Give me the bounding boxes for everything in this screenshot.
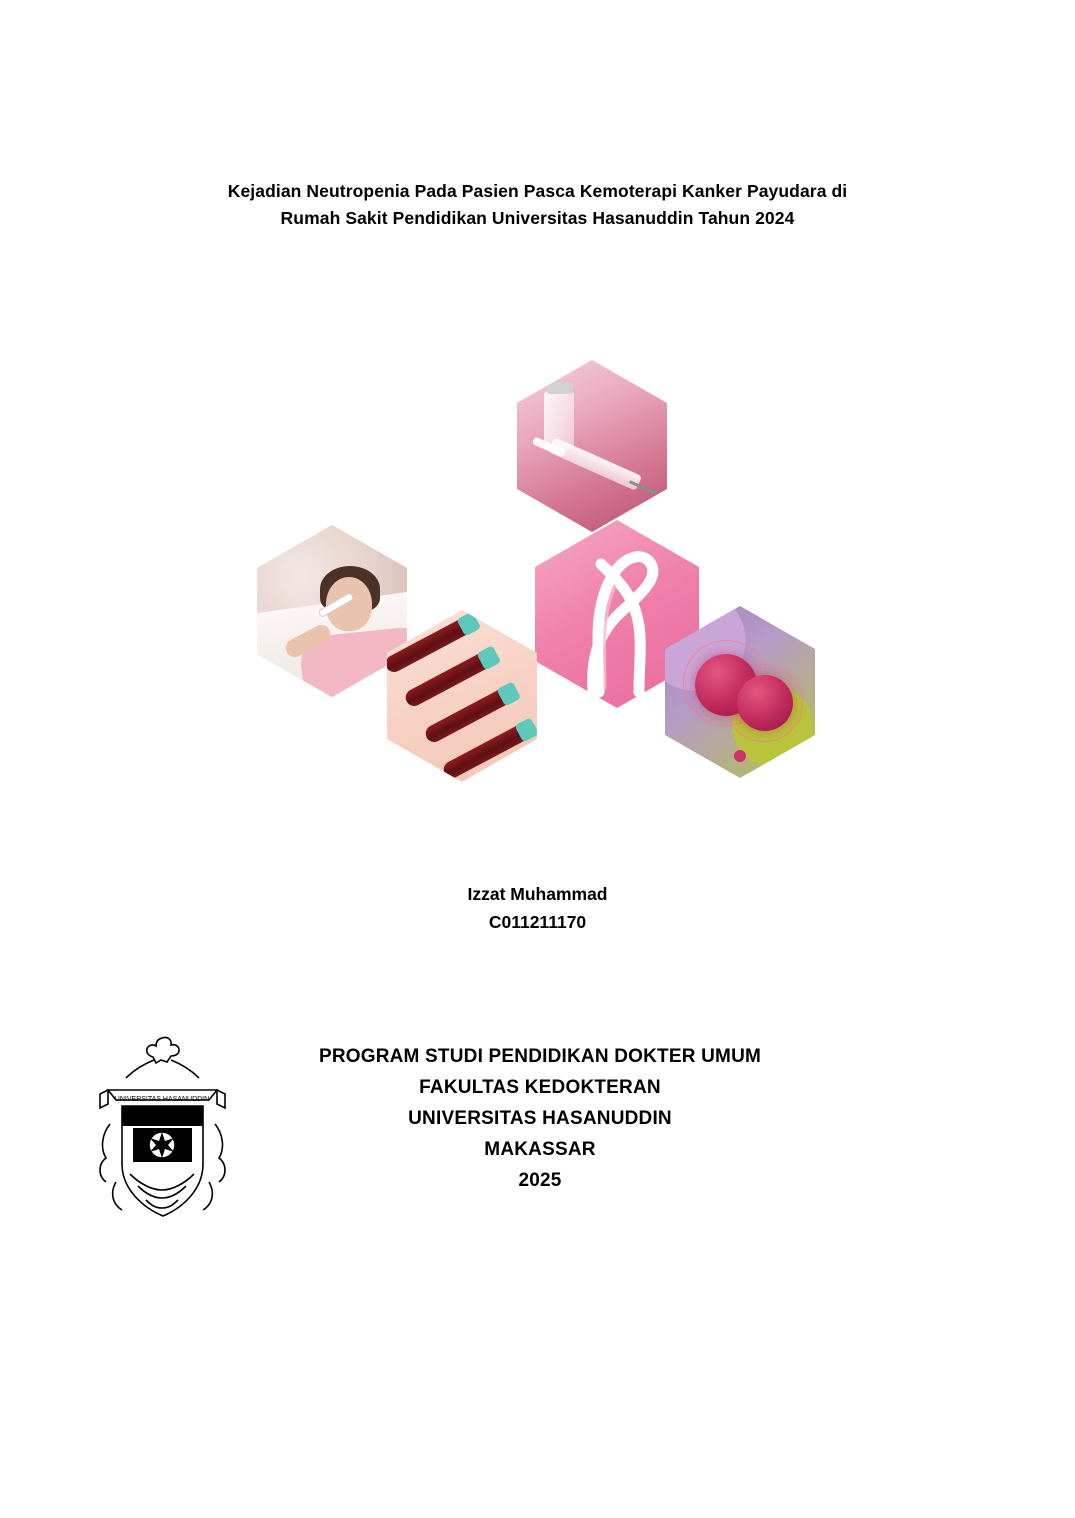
institution-line-2: FAKULTAS KEDOKTERAN [419, 1076, 661, 1098]
author-student-id: C011211170 [488, 912, 587, 932]
author-name: Izzat Muhammad [467, 884, 608, 904]
institution-year: 2025 [518, 1169, 562, 1191]
logo-banner-text: UNIVERSITAS HASANUDDIN [114, 1096, 210, 1103]
author-block [110, 880, 965, 936]
institution-line-1: PROGRAM STUDI PENDIDIKAN DOKTER UMUM [318, 1046, 762, 1067]
collage-tile-blood-tubes [387, 610, 537, 782]
institution-line-4: MAKASSAR [484, 1138, 596, 1160]
collage-tile-patient-fever [257, 525, 407, 697]
collage-tile-histology-slide [387, 442, 537, 614]
title-line-2: Rumah Sakit Pendidikan Universitas Hasanuddin Tahun 2024 [280, 208, 795, 229]
universitas-hasanuddin-logo [80, 1032, 245, 1232]
institution-line-3: UNIVERSITAS HASANUDDIN [408, 1107, 672, 1129]
hexagon-collage [245, 360, 845, 780]
title-line-1: Kejadian Neutropenia Pada Pasien Pasca Kemoterapi Kanker Payudara di [227, 181, 848, 201]
collage-tile-vial-syringe [517, 360, 667, 532]
institution-block [240, 1042, 840, 1197]
page-title [110, 178, 965, 232]
